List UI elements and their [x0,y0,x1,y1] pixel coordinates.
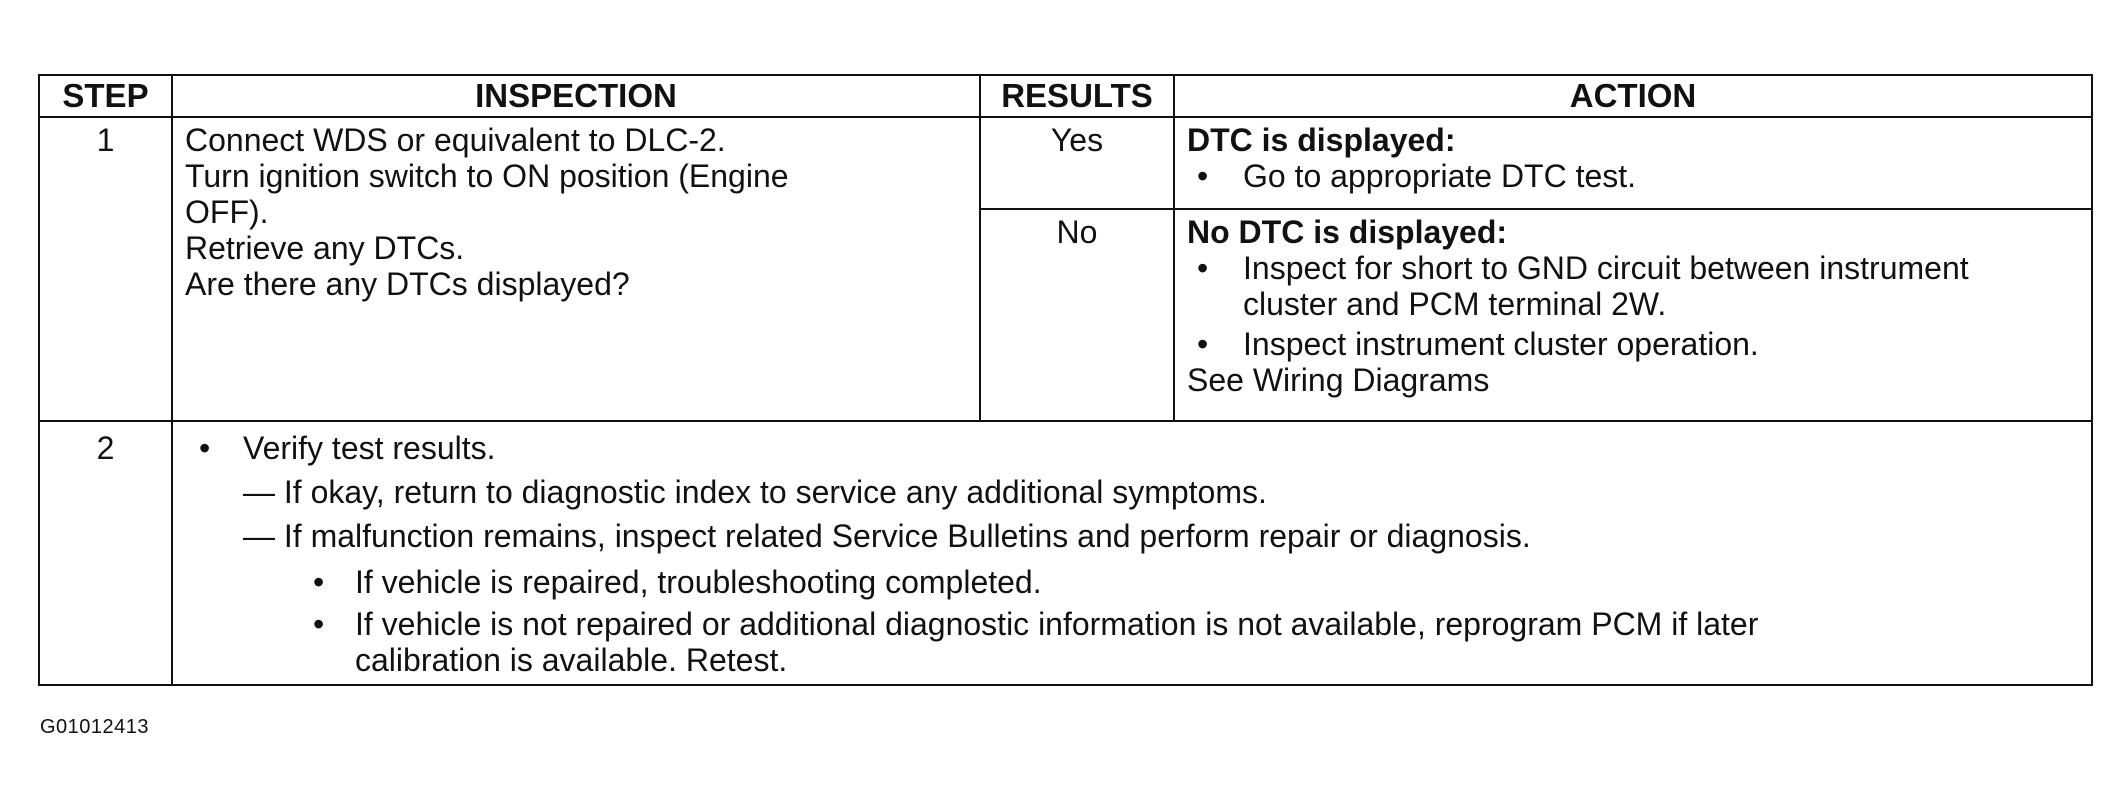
action-bullet [1187,250,2081,322]
action-bullet [1187,326,2081,362]
bullet-icon: • [1197,250,1209,286]
action-bullet-text: Inspect for short to GND circuit between instrument [1243,250,1969,286]
action-heading: No DTC is displayed: [1187,214,1508,250]
inspection-line: OFF). [185,194,269,230]
step2-dash-malfunction: — If malfunction remains, inspect related Service Bulletins and perform repair or diagnosis. [243,518,1531,554]
step1-action-yes [1174,117,2092,209]
inspection-line: Turn ignition switch to ON position (Engine [185,158,789,194]
header-results: RESULTS [980,75,1174,117]
bullet-icon: • [313,564,325,600]
step2-dash-okay: — If okay, return to diagnostic index to service any additional symptoms. [243,474,1267,510]
bullet-icon: • [313,606,325,642]
bullet-icon: • [1197,326,1209,362]
action-bullet [1187,158,2081,194]
step2-sub-not-repaired [195,606,2079,678]
inspection-line: Are there any DTCs displayed? [185,266,630,302]
step1-number: 1 [39,117,172,421]
action-bullet-text: Inspect instrument cluster operation. [1243,326,1759,362]
step2-sub-text: If vehicle is repaired, troubleshooting completed. [355,564,1042,600]
figure-code: G01012413 [40,716,150,738]
action-bullet-text: cluster and PCM terminal 2W. [1243,286,1667,322]
step2-sub-text: If vehicle is not repaired or additional diagnostic information is not available, reprogram PCM if later [355,606,1759,642]
inspection-line: Connect WDS or equivalent to DLC-2. [185,122,726,158]
step2-row [39,421,2092,685]
action-footer: See Wiring Diagrams [1187,362,1490,398]
header-row [39,75,2092,117]
diagnostic-table [38,74,2093,686]
step2-number: 2 [39,421,172,685]
step2-sub-repaired [195,564,2079,600]
step1-result-yes: Yes [980,117,1174,209]
header-step: STEP [39,75,172,117]
inspection-line: Retrieve any DTCs. [185,230,465,266]
bullet-icon: • [199,430,211,466]
action-heading: DTC is displayed: [1187,122,1456,158]
step2-main [195,430,2079,466]
action-bullet-text: Go to appropriate DTC test. [1243,158,1637,194]
step2-main-text: Verify test results. [243,430,496,466]
step1-result-no: No [980,209,1174,421]
step2-sub-text: calibration is available. Retest. [355,642,788,678]
step2-content [172,421,2092,685]
step1-inspection [172,117,980,421]
header-action: ACTION [1174,75,2092,117]
step1-action-no [1174,209,2092,421]
step1-yes-row [39,117,2092,209]
bullet-icon: • [1197,158,1209,194]
header-inspection: INSPECTION [172,75,980,117]
